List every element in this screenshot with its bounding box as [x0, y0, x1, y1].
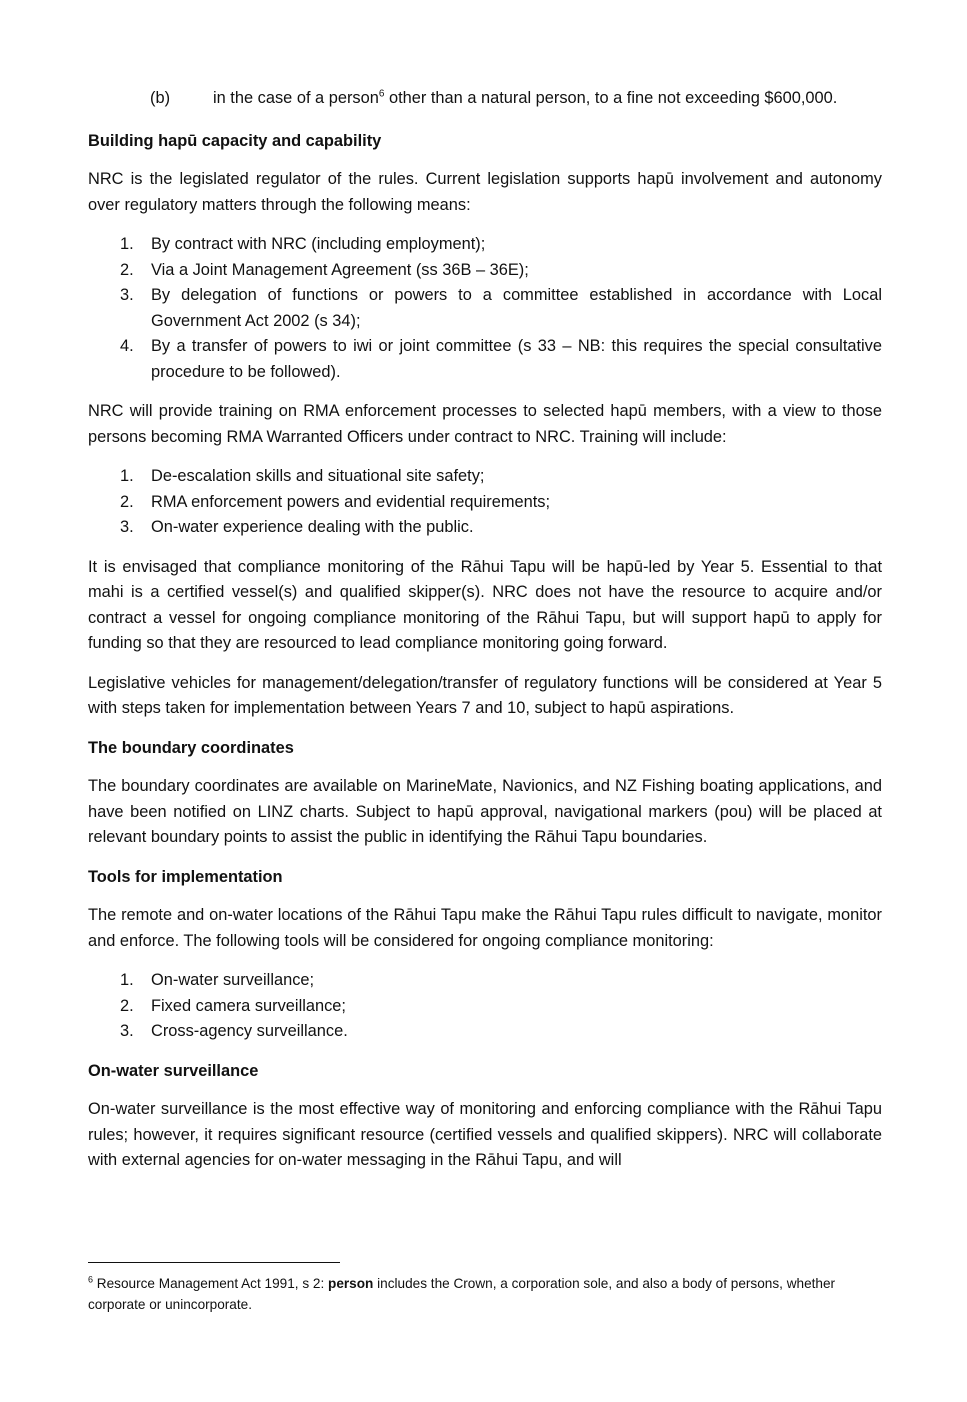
subparagraph-text: [213, 86, 882, 112]
list-number: 3.: [120, 518, 134, 536]
footnote-text-end: includes the Crown, a corporation sole, and also a body of persons, whether corporate or unincorporate.: [88, 1276, 836, 1312]
boundary-paragraph: The boundary coordinates are available on MarineMate, Navionics, and NZ Fishing boating applications, and have been notified on LINZ charts. Subject to hapū approval, navigational markers (pou) will be placed at relevant boundary points to assist the public in identifying the Rāhui Tapu boundaries.: [88, 777, 882, 846]
footnote-text-start: Resource Management Act 1991, s 2:: [93, 1276, 329, 1291]
list-text: By contract with NRC (including employment);: [151, 235, 486, 253]
subparagraph-text-start: in the case of a person: [213, 89, 379, 107]
heading-onwater: On-water surveillance: [88, 1061, 259, 1080]
document-page: [88, 86, 882, 1188]
list-item: [88, 994, 882, 1020]
list-item: [88, 258, 882, 284]
list-item: [88, 283, 882, 334]
list-number: 1.: [120, 467, 134, 485]
list-text: De-escalation skills and situational site safety;: [151, 467, 485, 485]
heading-capacity: Building hapū capacity and capability: [88, 131, 382, 150]
capacity-paragraph-4: Legislative vehicles for management/delegation/transfer of regulatory functions will be considered at Year 5 with steps taken for implementation between Years 7 and 10, subject to hapū aspirations.: [88, 673, 882, 717]
list-number: 4.: [120, 337, 134, 355]
list-text: RMA enforcement powers and evidential requirements;: [151, 492, 551, 511]
list-text: Via a Joint Management Agreement (ss 36B – 36E);: [151, 260, 529, 279]
footnote-bold-term: person: [328, 1276, 374, 1291]
footnote-divider: [88, 1262, 340, 1263]
subparagraph-label: (b): [150, 89, 171, 107]
tools-paragraph: The remote and on-water locations of the Rāhui Tapu make the Rāhui Tapu rules difficult to navigate, monitor and enforce. The following tools will be considered for ongoing compliance monitoring:: [88, 906, 882, 950]
list-number: 3.: [120, 286, 134, 304]
list-number: 2.: [120, 260, 134, 279]
onwater-paragraph: On-water surveillance is the most effective way of monitoring and enforcing compliance with the Rāhui Tapu rules; however, it requires significant resource (certified vessels and qualified skippers). NRC will collaborate with external agencies for on-water messaging in the Rāhui Tapu, and will: [88, 1100, 882, 1169]
subparagraph-b: [88, 86, 882, 112]
list-item: [88, 515, 882, 541]
training-list: [88, 464, 882, 541]
list-text: On-water surveillance;: [151, 971, 315, 989]
subparagraph-text-end: other than a natural person, to a fine not exceeding $600,000.: [384, 89, 838, 107]
capacity-paragraph-1: NRC is the legislated regulator of the rules. Current legislation supports hapū involvement and autonomy over regulatory matters through the following means:: [88, 170, 882, 214]
capacity-paragraph-3: It is envisaged that compliance monitoring of the Rāhui Tapu will be hapū-led by Year 5. Essential to that mahi is a certified vessel(s) and qualified skipper(s). NRC does not have the resource to acquire and/or contract a vessel for ongoing compliance monitoring of the Rāhui Tapu, but will support hapū to apply for funding so that they are resourced to lead compliance monitoring going forward.: [88, 557, 882, 652]
heading-tools: Tools for implementation: [88, 867, 283, 886]
list-item: [88, 1019, 882, 1045]
footnote-reference[interactable]: 6: [378, 88, 385, 100]
list-number: 2.: [120, 996, 134, 1015]
capacity-paragraph-2: NRC will provide training on RMA enforcement processes to selected hapū members, with a view to those persons becoming RMA Warranted Officers under contract to NRC. Training will include:: [88, 402, 882, 446]
footnote-number: 6: [88, 1274, 94, 1285]
list-item: [88, 232, 882, 258]
list-number: 1.: [120, 235, 134, 253]
list-item: [88, 464, 882, 490]
list-number: 1.: [120, 971, 134, 989]
list-number: 3.: [120, 1022, 134, 1040]
list-text: By a transfer of powers to iwi or joint committee (s 33 – NB: this requires the special consultative procedure to be followed).: [151, 337, 882, 381]
list-text: Cross-agency surveillance.: [151, 1022, 348, 1040]
list-item: [88, 490, 882, 516]
heading-boundary: The boundary coordinates: [88, 738, 294, 757]
list-item: [88, 334, 882, 385]
list-text: By delegation of functions or powers to a committee established in accordance with Local Government Act 2002 (s 34);: [151, 286, 882, 330]
list-number: 2.: [120, 492, 134, 511]
means-list: [88, 232, 882, 385]
tools-list: [88, 968, 882, 1045]
footnote: [88, 1273, 882, 1315]
list-item: [88, 968, 882, 994]
list-text: On-water experience dealing with the public.: [151, 518, 474, 536]
list-text: Fixed camera surveillance;: [151, 996, 346, 1015]
